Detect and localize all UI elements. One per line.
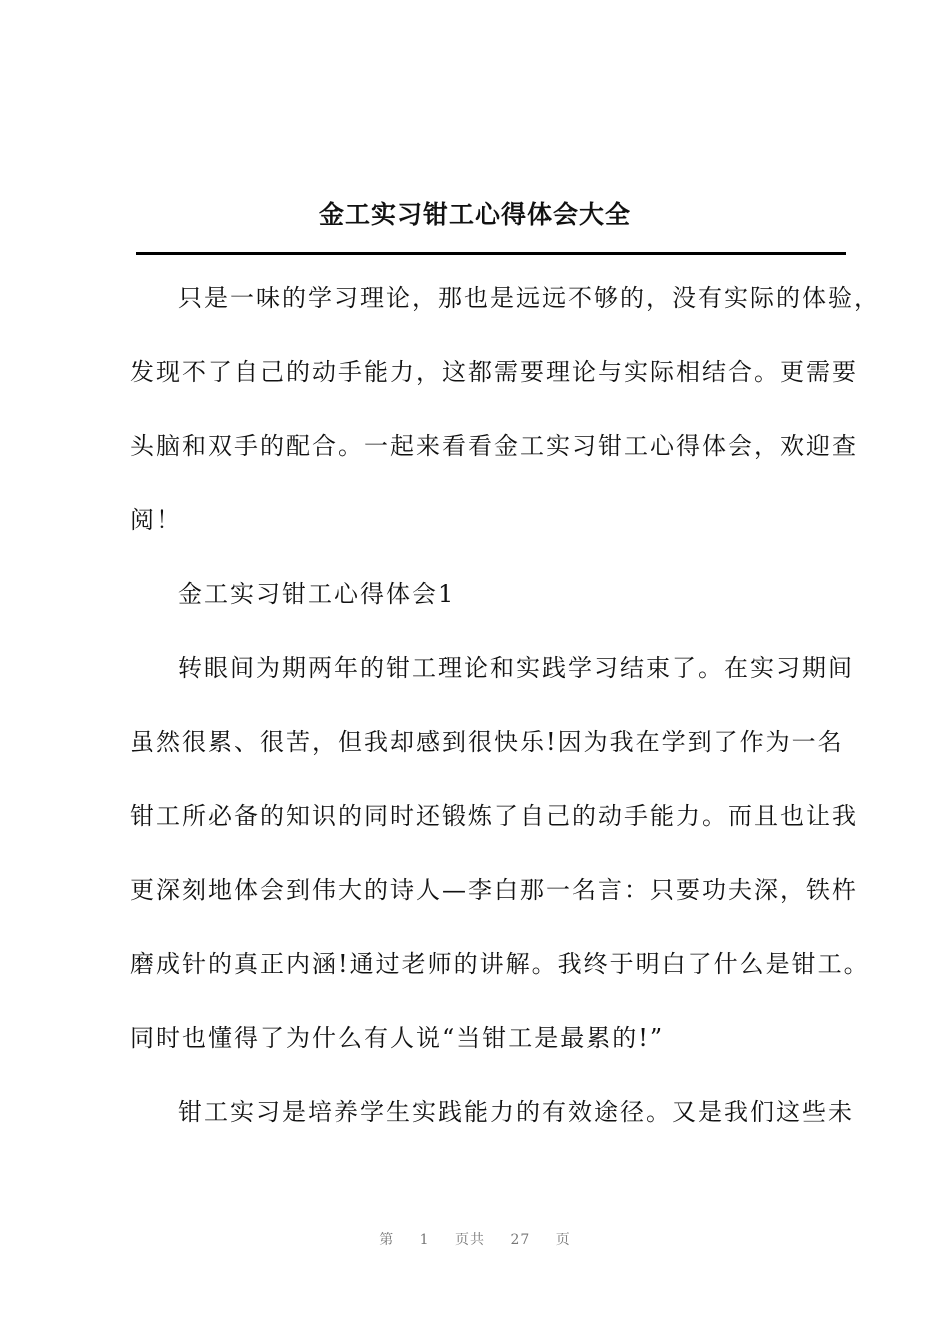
section-heading: 金工实习钳工心得体会1 <box>178 580 456 608</box>
paragraph-line: 钳工实习是培养学生实践能力的有效途径。又是我们这些未 <box>178 1098 854 1126</box>
paragraph-line: 头脑和双手的配合。一起来看看金工实习钳工心得体会，欢迎查 <box>130 432 858 460</box>
footer-suffix: 页 <box>555 1232 571 1248</box>
footer-prefix: 第 <box>379 1232 395 1248</box>
paragraph-line: 只是一味的学习理论，那也是远远不够的，没有实际的体验， <box>178 284 880 312</box>
page-footer <box>0 1229 950 1249</box>
document-title: 金工实习钳工心得体会大全 <box>318 200 631 229</box>
paragraph-line: 转眼间为期两年的钳工理论和实践学习结束了。在实习期间 <box>178 654 854 682</box>
paragraph-line: 钳工所必备的知识的同时还锻炼了自己的动手能力。而且也让我 <box>130 802 858 830</box>
footer-middle: 页共 <box>455 1232 486 1248</box>
footer-page-number: 1 <box>419 1232 430 1248</box>
paragraph-line: 更深刻地体会到伟大的诗人—李白那一名言：只要功夫深，铁杵 <box>130 876 858 904</box>
paragraph-line: 同时也懂得了为什么有人说“当钳工是最累的!” <box>130 1024 665 1052</box>
paragraph-line: 磨成针的真正内涵!通过老师的讲解。我终于明白了什么是钳工。 <box>130 950 870 978</box>
paragraph-line: 阅！ <box>130 506 182 534</box>
footer-total-pages: 27 <box>510 1232 531 1248</box>
title-divider <box>136 252 846 255</box>
paragraph-line: 发现不了自己的动手能力，这都需要理论与实际相结合。更需要 <box>130 358 858 386</box>
paragraph-line: 虽然很累、很苦，但我却感到很快乐!因为我在学到了作为一名 <box>130 728 844 756</box>
